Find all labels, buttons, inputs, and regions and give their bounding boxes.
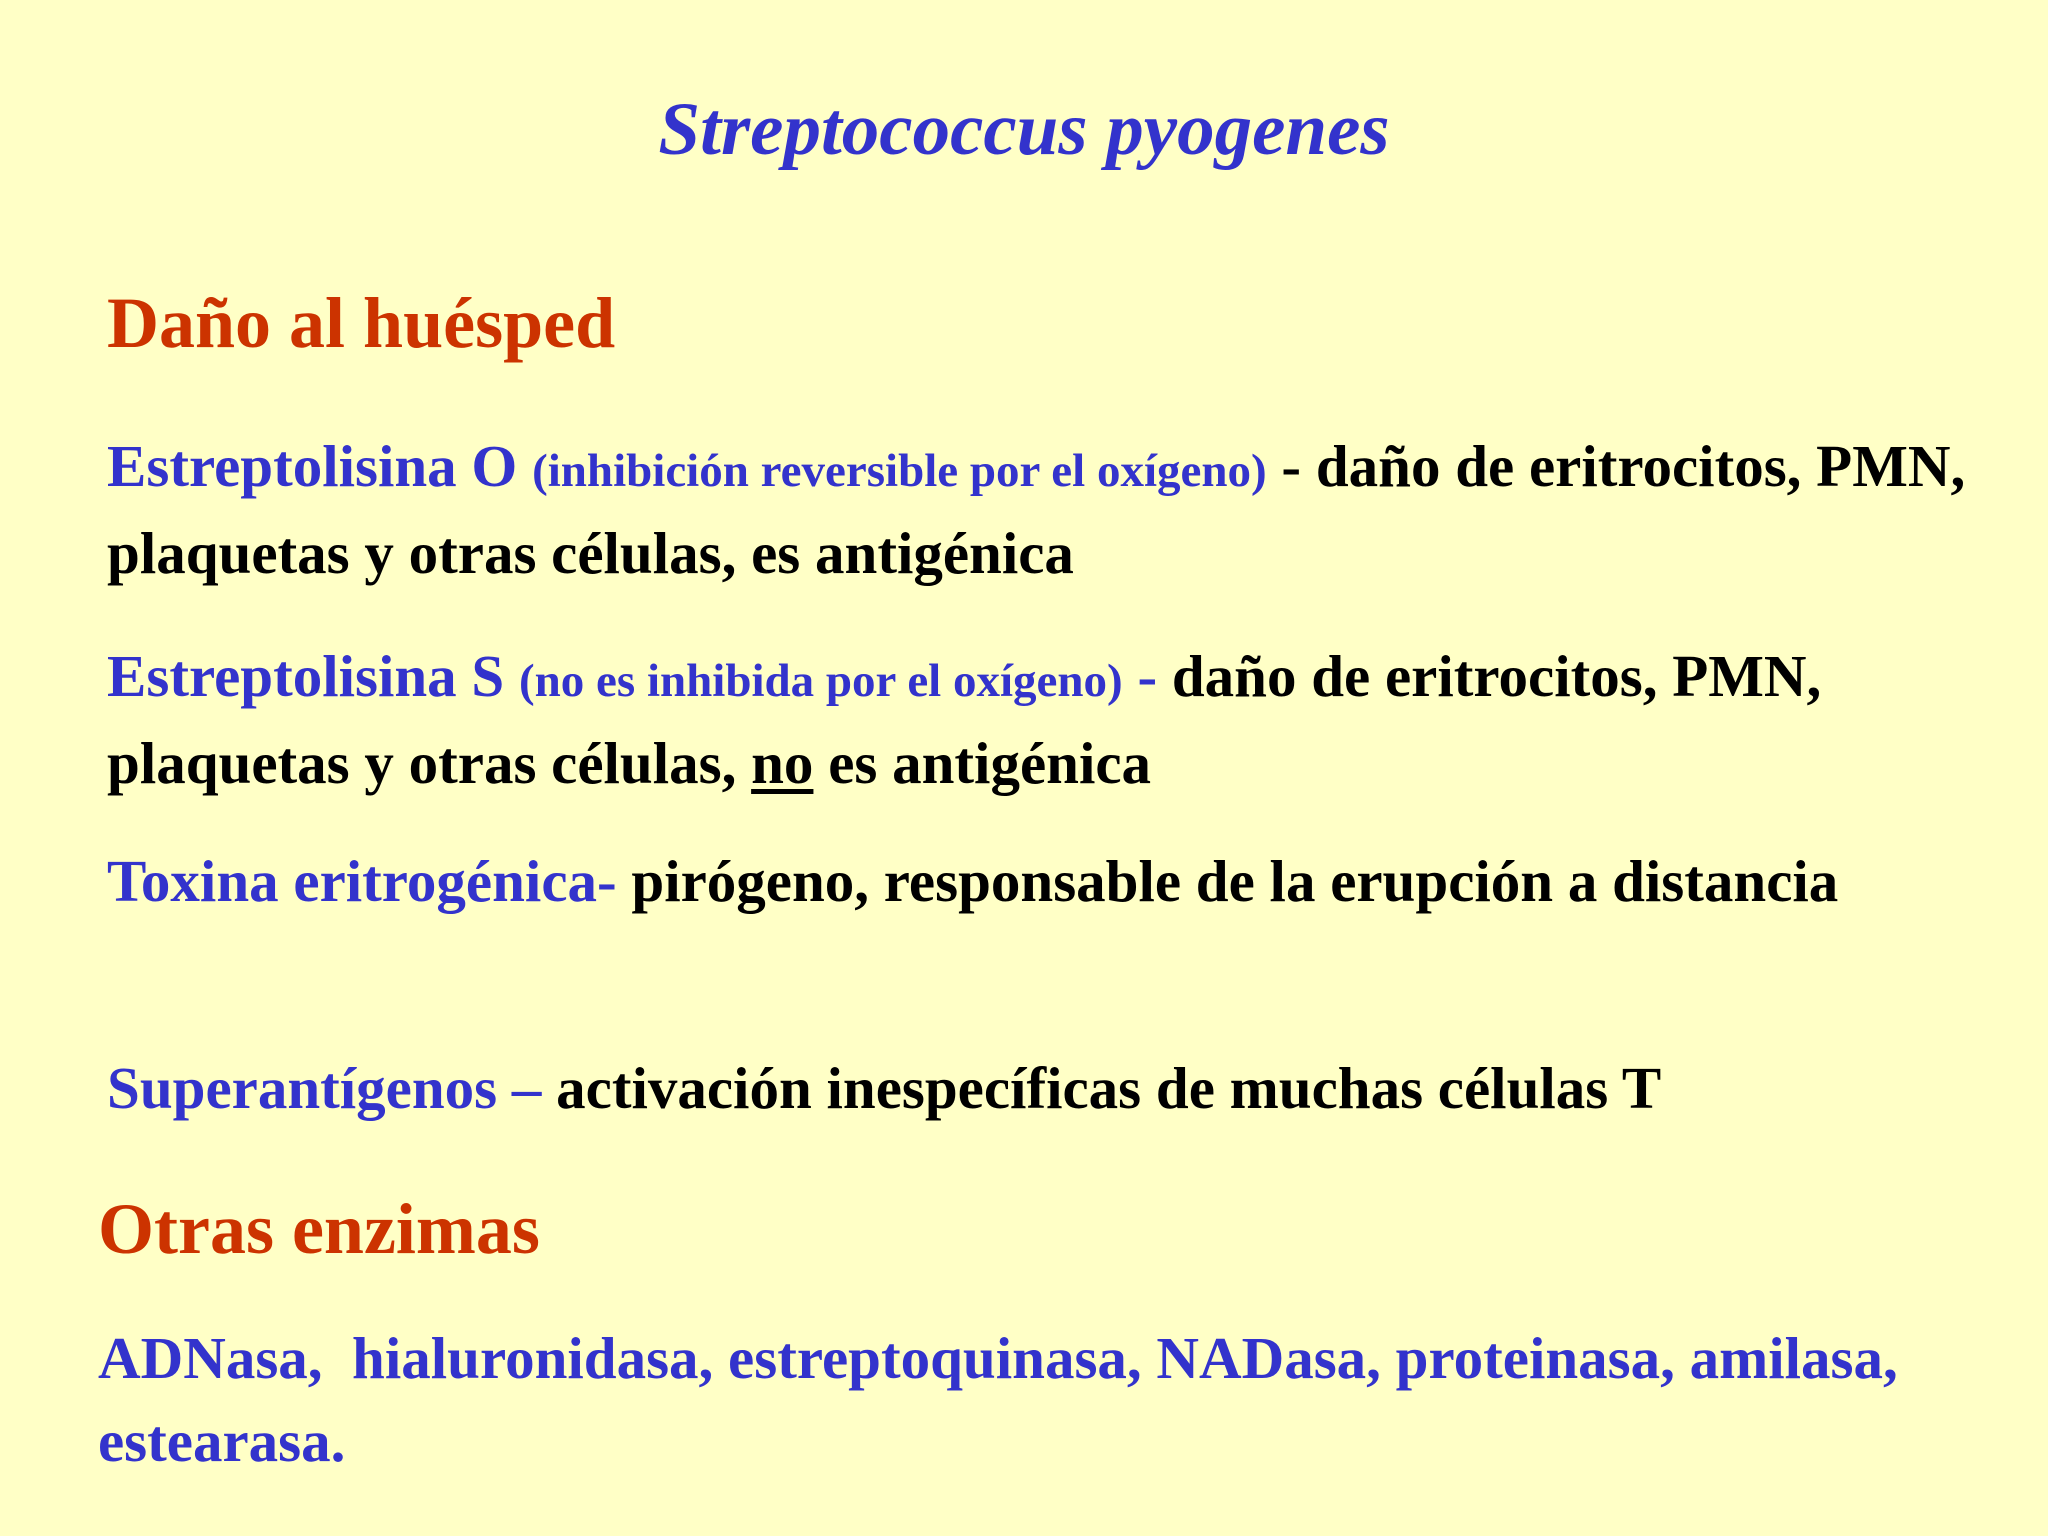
item-term: Toxina eritrogénica- <box>107 848 632 914</box>
item-description: daño de eritrocitos, PMN, plaquetas y otras células, <box>107 643 1822 796</box>
item-description: pirógeno, responsable de la erupción a distancia <box>631 848 1839 914</box>
item-term: Estreptolisina S <box>107 643 519 709</box>
item-note: (inhibición reversible por el oxígeno) <box>532 445 1267 497</box>
item-description: activación inespecíficas de muchas células T <box>556 1055 1662 1121</box>
section-heading-other-enzymes: Otras enzimas <box>98 1189 540 1269</box>
item-description-emphasis: no <box>751 730 814 796</box>
item-note: (no es inhibida por el oxígeno) <box>519 655 1123 707</box>
section-heading-host-damage: Daño al huésped <box>107 283 616 363</box>
item-description: daño de eritrocitos, PMN, plaquetas y otras células, es antigénica <box>107 433 1966 586</box>
item-toxina-eritrogenica <box>107 840 2007 922</box>
item-estreptolisina-s <box>107 635 2007 804</box>
enzymes-list: ADNasa, hialuronidasa, estreptoquinasa, NADasa, proteinasa, amilasa, estearasa. <box>98 1325 1913 1474</box>
item-superantigenos <box>107 1047 2007 1129</box>
slide-title: Streptococcus pyogenes <box>658 88 1390 171</box>
item-separator: - <box>1266 433 1316 499</box>
item-term: Superantígenos – <box>107 1055 557 1121</box>
item-description-end: es antigénica <box>813 730 1152 796</box>
item-term: Estreptolisina O <box>107 433 533 499</box>
item-estreptolisina-o <box>107 425 2007 594</box>
item-separator: - <box>1122 643 1172 709</box>
